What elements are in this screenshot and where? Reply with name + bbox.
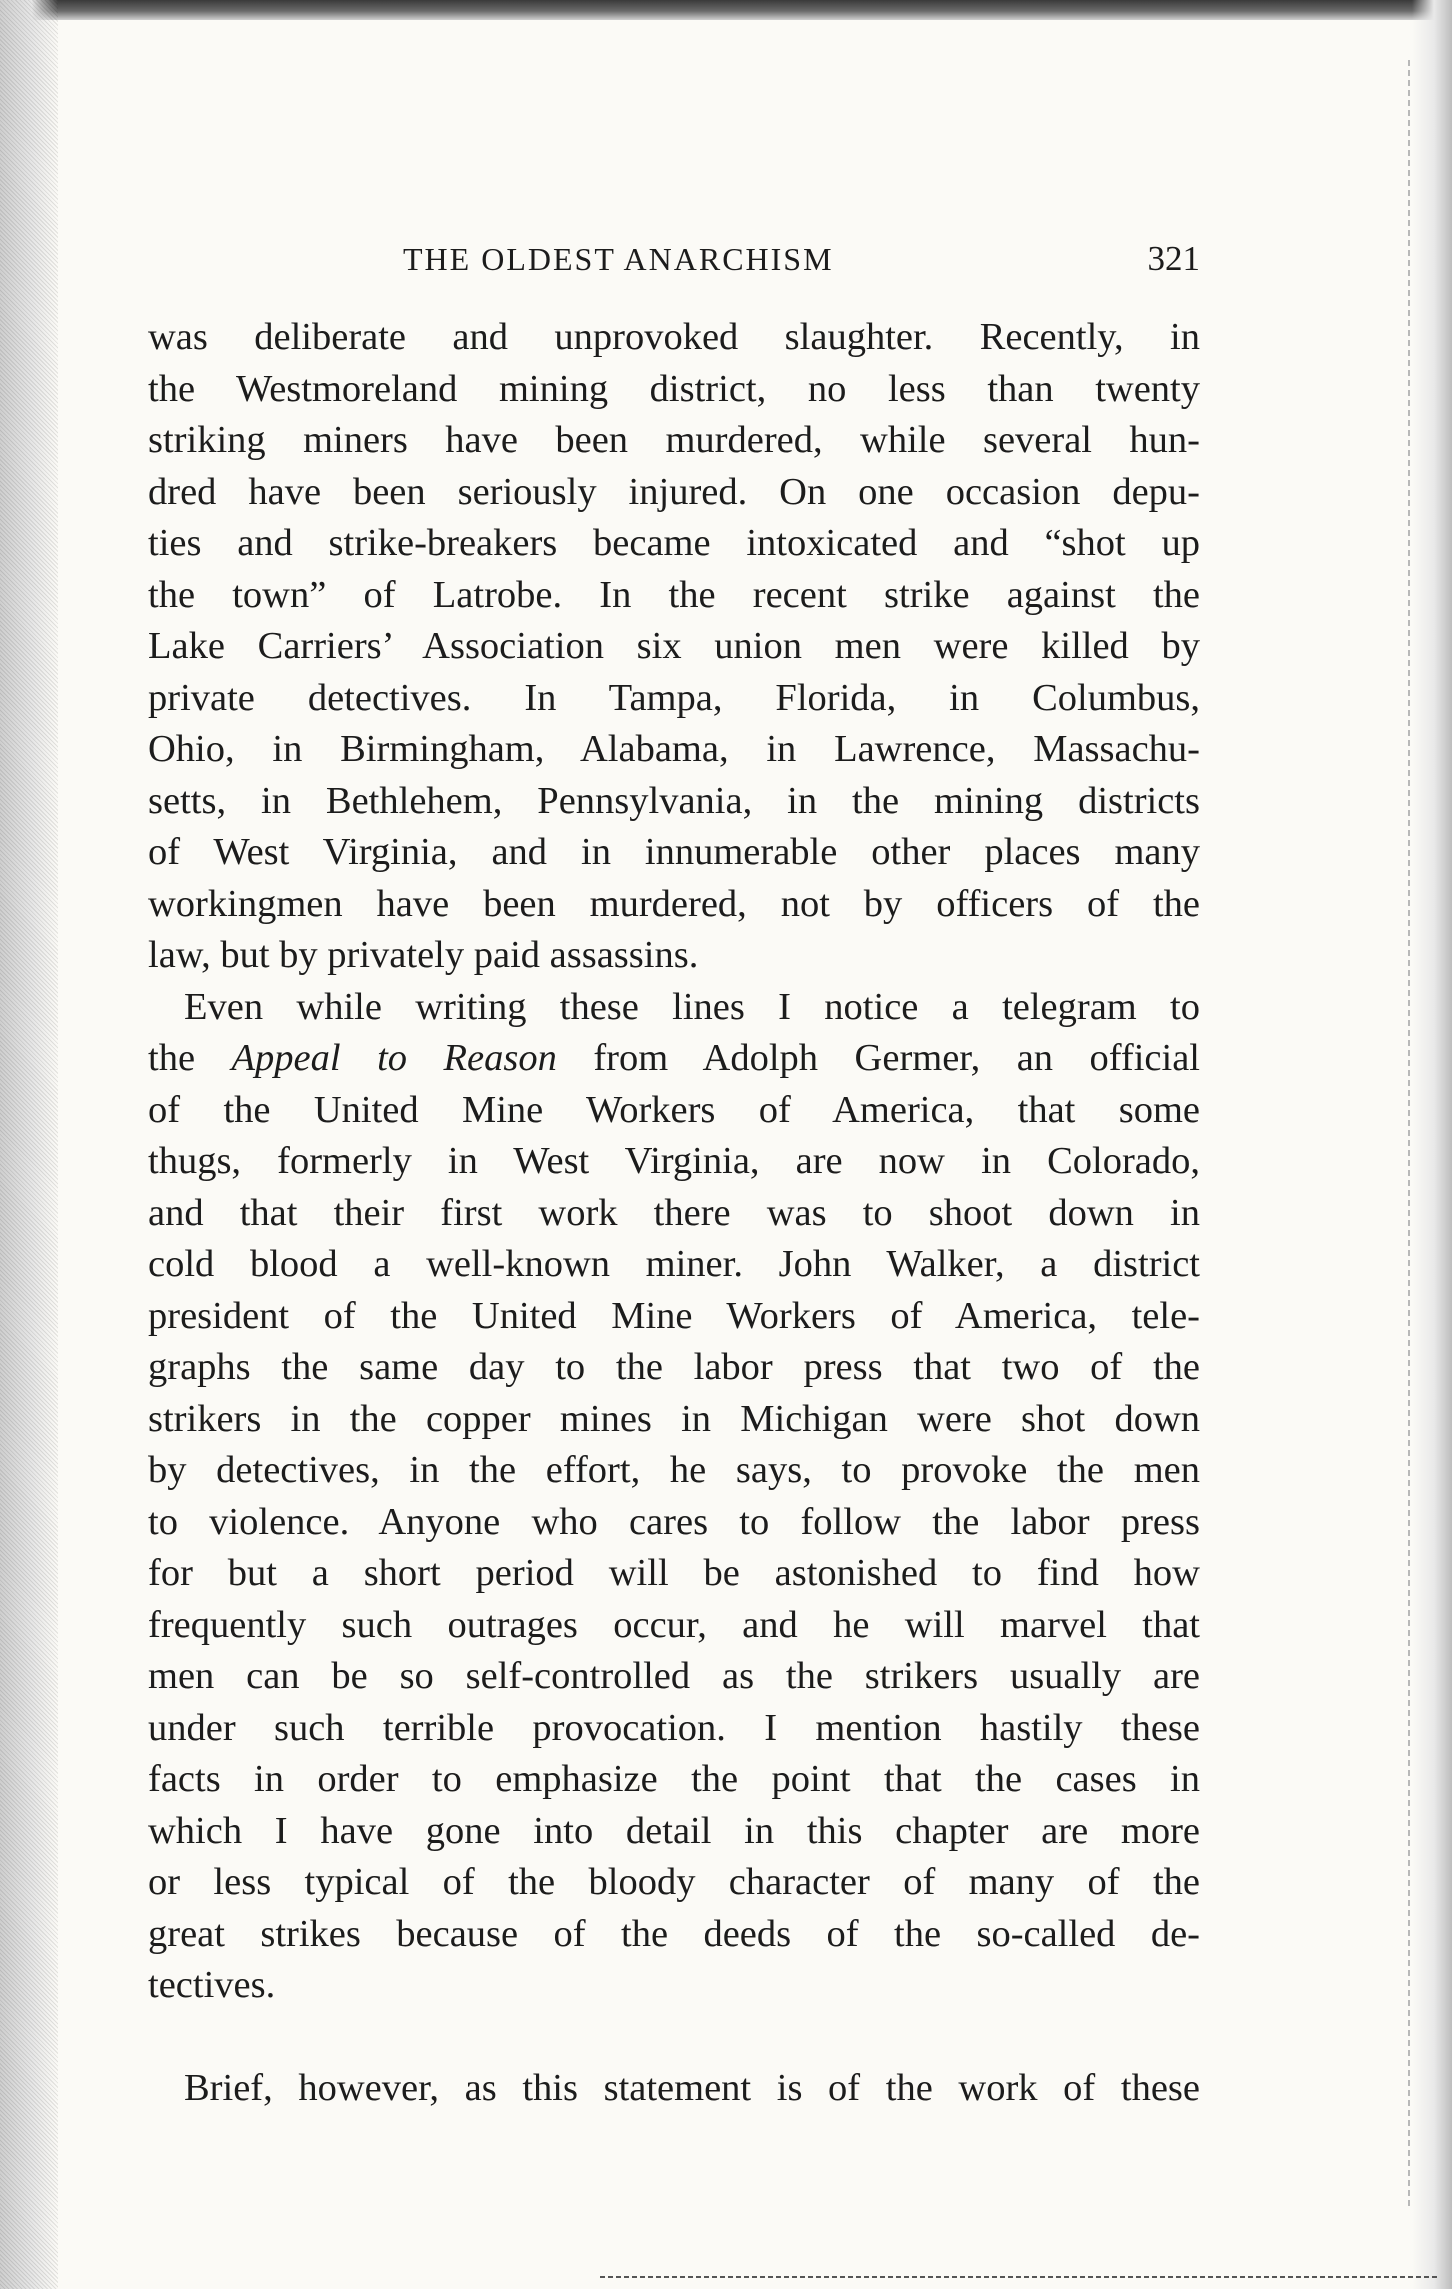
scan-gutter-shadow [0, 0, 58, 2289]
running-title: THE OLDEST ANARCHISM [403, 241, 834, 277]
text-line: president of the United Mine Workers of America, tele- [148, 1294, 1200, 1337]
text-line: great strikes because of the deeds of the so-called de- [148, 1912, 1200, 1955]
text-line: facts in order to emphasize the point that the cases in [148, 1758, 1200, 1800]
periodical-title: Appeal to Reason [231, 1037, 557, 1079]
text-line: tectives. [148, 1964, 276, 2006]
scan-bottom-line [600, 2276, 1440, 2278]
text-line: law, but by privately paid assassins. [148, 934, 699, 976]
paragraph [148, 982, 1200, 2064]
text-line: Ohio, in Birmingham, Alabama, in Lawrence, Massachu- [148, 728, 1200, 770]
text-line: cold blood a well-known miner. John Walker, a district [148, 1243, 1200, 1285]
text-line [148, 2012, 1200, 2064]
text-line: striking miners have been murdered, while several hun- [148, 419, 1200, 461]
text-line: frequently such outrages occur, and he will marvel that [148, 1603, 1200, 1646]
text-line: and that their first work there was to shoot down in [148, 1191, 1200, 1234]
text-line: setts, in Bethlehem, Pennsylvania, in the mining districts [148, 779, 1200, 822]
scan-right-line [1408, 60, 1410, 2210]
text-line: graphs the same day to the labor press that two of the [148, 1346, 1200, 1388]
text-line: strikers in the copper mines in Michigan were shot down [148, 1397, 1200, 1440]
text-fragment: from Adolph Germer, an official [556, 1037, 1200, 1079]
scan-top-shadow [0, 0, 1452, 20]
text-line: which I have gone into detail in this chapter are more [148, 1809, 1200, 1852]
text-line [148, 1033, 1200, 1085]
text-line: under such terrible provocation. I mention hastily these [148, 1706, 1200, 1749]
scan-right-edge [1412, 0, 1452, 2289]
page-number: 321 [1147, 239, 1200, 278]
text-line: Brief, however, as this statement is of the work of these [184, 2067, 1200, 2109]
text-line: was deliberate and unprovoked slaughter. Recently, in [148, 316, 1200, 358]
paragraph [148, 312, 1200, 982]
text-line: to violence. Anyone who cares to follow the labor press [148, 1500, 1200, 1543]
text-line: or less typical of the bloody character of many of the [148, 1861, 1200, 1903]
text-line: ties and strike-breakers became intoxicated and “shot up [148, 522, 1200, 564]
text-line: thugs, formerly in West Virginia, are now in Colorado, [148, 1140, 1200, 1182]
text-line: the town” of Latrobe. In the recent strike against the [148, 573, 1200, 616]
text-line: the Westmoreland mining district, no less than twenty [148, 367, 1200, 410]
text-line: for but a short period will be astonished to find how [148, 1552, 1200, 1594]
text-line: by detectives, in the effort, he says, to provoke the men [148, 1449, 1200, 1491]
paragraph [148, 2063, 1200, 2115]
running-head [148, 238, 1200, 280]
text-line: Lake Carriers’ Association six union men were killed by [148, 625, 1200, 667]
text-line: Even while writing these lines I notice a telegram to [184, 985, 1200, 1028]
text-line: of West Virginia, and in innumerable other places many [148, 831, 1200, 873]
body-text [148, 312, 1200, 2115]
text-line: men can be so self-controlled as the strikers usually are [148, 1655, 1200, 1697]
text-line: of the United Mine Workers of America, that some [148, 1088, 1200, 1131]
text-line: private detectives. In Tampa, Florida, in Columbus, [148, 676, 1200, 719]
text-line: workingmen have been murdered, not by officers of the [148, 882, 1200, 925]
text-fragment: the [148, 1037, 232, 1079]
text-line: dred have been seriously injured. On one occasion depu- [148, 470, 1200, 513]
